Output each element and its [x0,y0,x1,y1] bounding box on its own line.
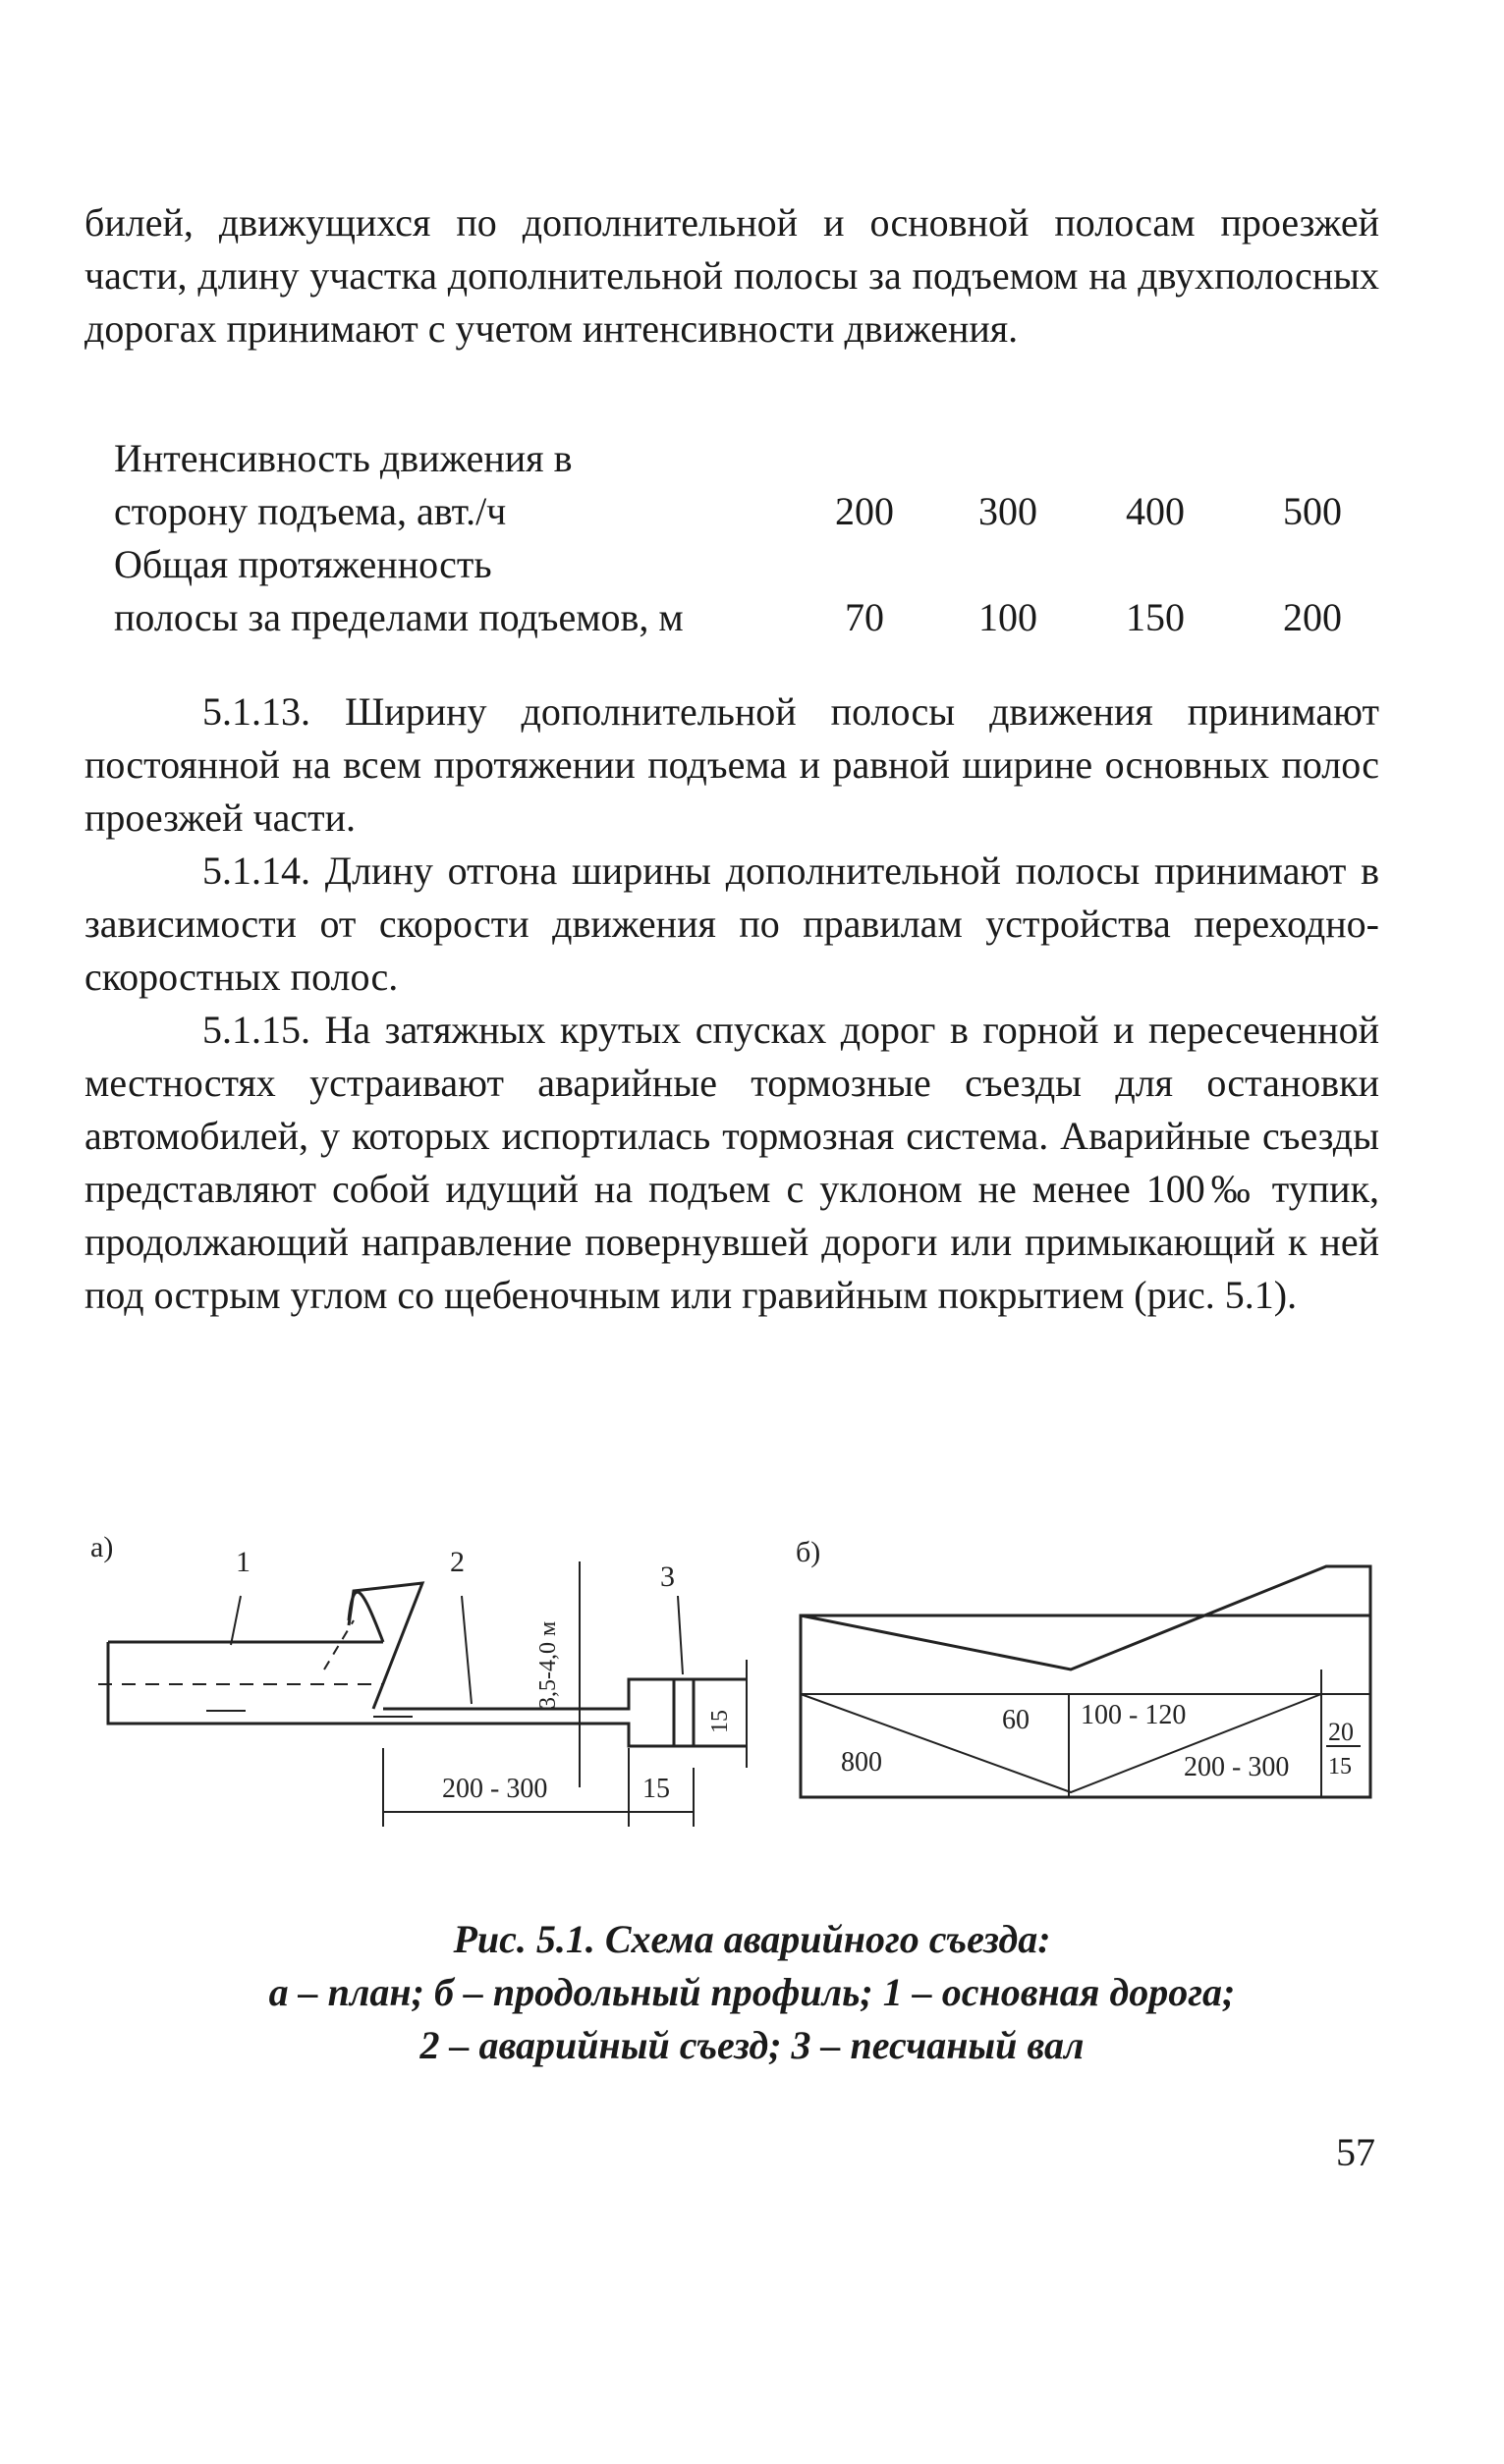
table-row [114,591,1342,644]
figure-caption-line1: Рис. 5.1. Схема аварийного съезда: [453,1917,1051,1961]
plan-sand-bar [674,1679,694,1746]
plan-panel-label: а) [90,1531,114,1563]
row2-label-line2: полосы за пределами подъемов, м [114,595,684,639]
row2-value: 150 [1126,595,1185,639]
row2-value: 200 [1283,595,1342,639]
profile-dim-range-top: 100 - 120 [1081,1700,1187,1730]
plan-dim-sand-length: 15 [642,1774,670,1804]
plan-dim-length: 200 - 300 [442,1774,548,1804]
plan-dim-sand-width: 15 [707,1710,733,1733]
profile-dim-left: 800 [841,1747,882,1778]
intensity-table [114,432,1342,644]
row1-value: 400 [1126,489,1185,533]
row1-value: 300 [978,489,1037,533]
row1-value: 200 [835,489,894,533]
paragraph-5-1-15: 5.1.15. На затяжных крутых спусках дорог в горной и пересеченной местностях устраивают аварийные тормозные съезды для остановки автомобилей, у которых испортилась тормозная система. Аварийные съезды представляют собой идущий на подъем с уклоном не менее 100‰ тупик, продолжающий направление повернувшей дороги или примыкающий к ней под острым углом со щебеночным или гравийным покрытием (рис. 5.1). [84,1008,1379,1317]
table-row [114,432,684,485]
figure-caption-line2: а – план; б – продольный профиль; 1 – основная дорога; [268,1970,1236,2014]
profile-dim-mid: 60 [1002,1705,1030,1735]
row2-value: 100 [978,595,1037,639]
plan-dim-width: 3,5-4,0 м [535,1620,561,1709]
table-row [114,538,684,591]
profile-fraction-top: 20 [1328,1718,1354,1746]
table-row [114,485,1342,538]
profile-fraction-bottom: 15 [1328,1754,1352,1780]
row2-label-line1: Общая протяженность [114,542,492,586]
row2-value: 70 [845,595,884,639]
callout-3: 3 [660,1561,675,1593]
profile-dim-range-bottom: 200 - 300 [1184,1752,1290,1782]
callout-2: 2 [450,1546,465,1578]
paragraph-5-1-13: 5.1.13. Ширину дополнительной полосы движения принимают постоянной на всем протяжении подъема и равной ширине основных полос проезжей части. [84,689,1379,840]
paragraph-continuation: билей, движущихся по дополнительной и основной полосам проезжей части, длину участка дополнительной полосы за подъемом на двухполосных дорогах принимают с учетом интенсивности движения. [84,200,1379,351]
row1-label-line2: сторону подъема, авт./ч [114,489,507,533]
row1-value: 500 [1283,489,1342,533]
row1-label-line1: Интенсивность движения в [114,436,573,480]
paragraph-5-1-14: 5.1.14. Длину отгона ширины дополнительной полосы принимают в зависимости от скорости движения по правилам устройства переходно-скоростных полос. [84,849,1379,999]
page-number: 57 [1336,2130,1375,2174]
figure-emergency-exit [0,1493,1504,1866]
profile-slope [801,1566,1370,1670]
figure-caption-line3: 2 – аварийный съезд; 3 – песчаный вал [419,2023,1085,2067]
callout-1: 1 [236,1546,251,1578]
profile-panel-label: б) [796,1536,821,1568]
